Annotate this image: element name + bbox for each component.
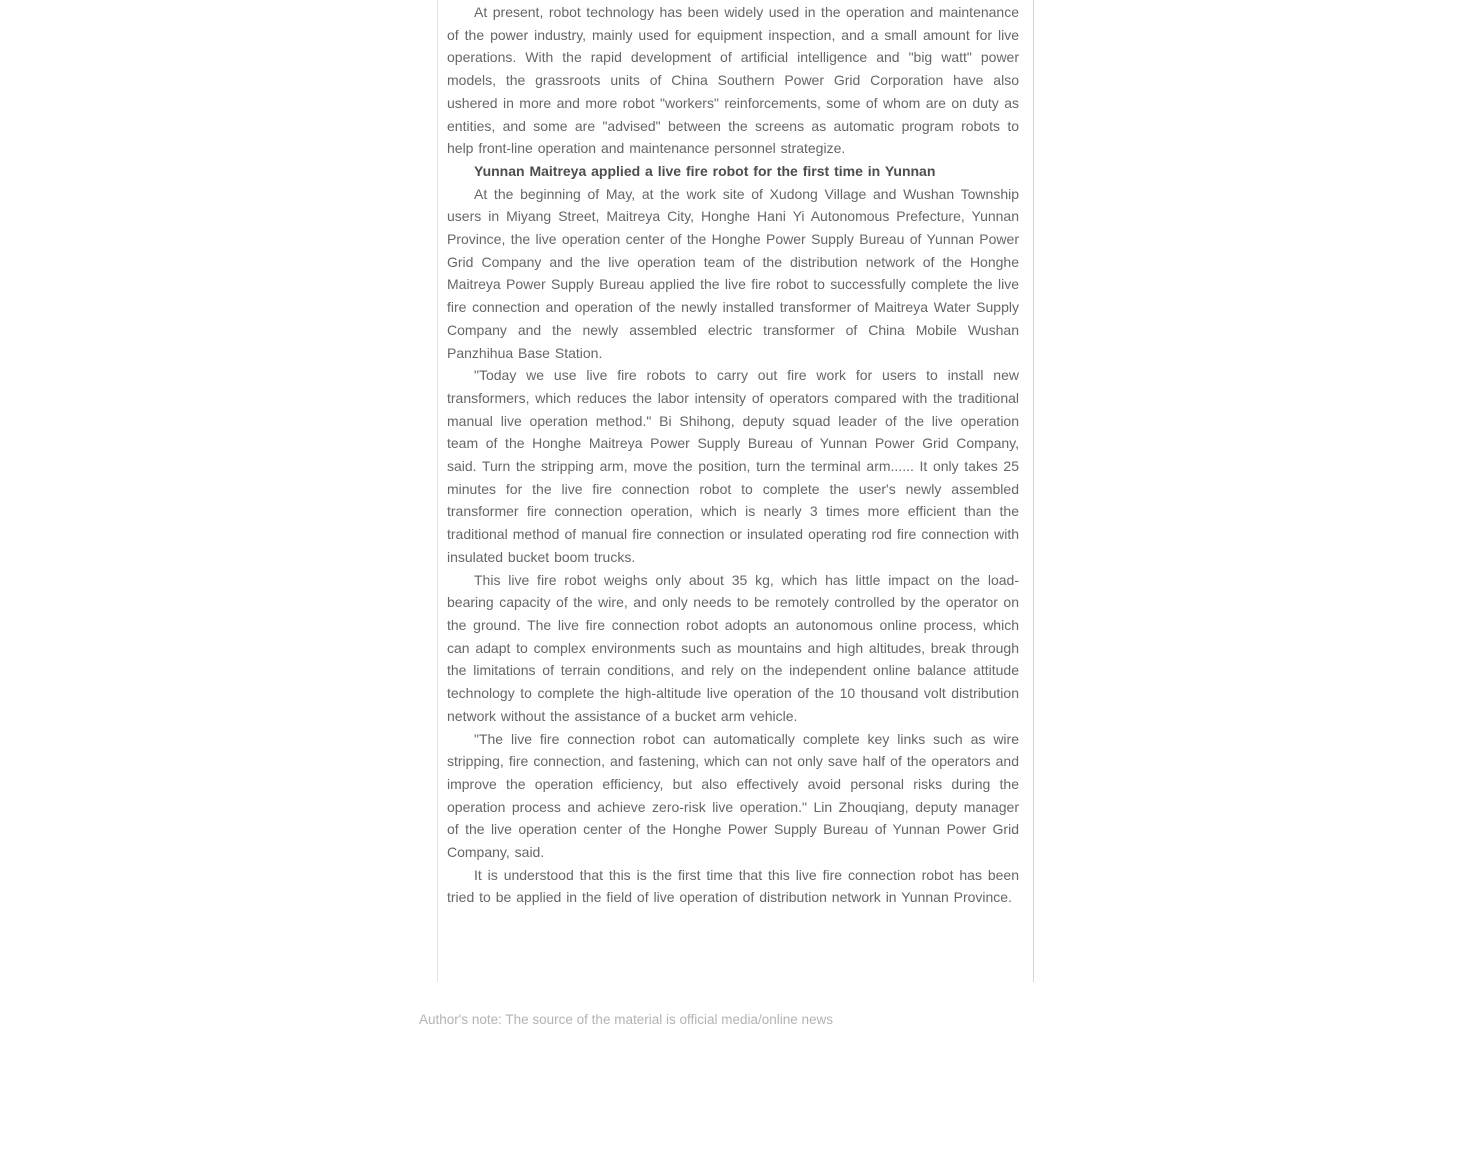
- body-paragraph-intro: At present, robot technology has been widely used in the operation and maintenance of the power industry, mainly used for equipment inspection, and a small amount for live operations. With the rapid development of artificial intelligence and "big watt" power models, the grassroots units of China Southern Power Grid Corporation have also ushered in more and more robot "workers" reinforcements, some of whom are on duty as entities, and some are "advised" between the screens as automatic program robots to help front-line operation and maintenance personnel strategize.: [447, 4, 1019, 157]
- author-note: Author's note: The source of the material is official media/online news: [419, 1012, 834, 1027]
- section-heading: Yunnan Maitreya applied a live fire robot for the first time in Yunnan: [474, 162, 936, 179]
- body-paragraph-closing: It is understood that this is the first time that this live fire connection robot has been tried to be applied in the field of live operation of distribution network in Yunnan Province.: [447, 866, 1019, 906]
- body-paragraph-robot-specs: This live fire robot weighs only about 35 kg, which has little impact on the load-bearing capacity of the wire, and only needs to be remotely controlled by the operator on the ground. The live fire connection robot adopts an autonomous online process, which can adapt to complex environments such as mountains and high altitudes, break through the limitations of terrain conditions, and rely on the independent online balance attitude technology to complete the high-altitude live operation of the 10 thousand volt distribution network without the assistance of a bucket arm vehicle.: [447, 571, 1019, 724]
- body-paragraph-worksite: At the beginning of May, at the work site of Xudong Village and Wushan Township users in Miyang Street, Maitreya City, Honghe Hani Yi Autonomous Prefecture, Yunnan Province, the live operation center of the Honghe Power Supply Bureau of Yunnan Power Grid Company and the live operation team of the distribution network of the Honghe Maitreya Power Supply Bureau applied the live fire robot to successfully complete the live fire connection and operation of the newly installed transformer of Maitreya Water Supply Company and the newly assembled electric transformer of China Mobile Wushan Panzhihua Base Station.: [447, 185, 1019, 361]
- body-paragraph-quote-lin-zhouqiang: "The live fire connection robot can automatically complete key links such as wire stripping, fire connection, and fastening, which can not only save half of the operators and improve the operation efficiency, but also effectively avoid personal risks during the operation process and achieve zero-risk live operation." Lin Zhouqiang, deputy manager of the live operation center of the Honghe Power Supply Bureau of Yunnan Power Grid Company, said.: [447, 730, 1019, 861]
- body-paragraph-quote-bi-shihong: "Today we use live fire robots to carry out fire work for users to install new transformers, which reduces the labor intensity of operators compared with the traditional manual live operation method." Bi Shihong, deputy squad leader of the live operation team of the Honghe Maitreya Power Supply Bureau of Yunnan Power Grid Company, said. Turn the stripping arm, move the position, turn the terminal arm...... It only takes 25 minutes for the live fire connection robot to complete the user's newly assembled transformer fire connection operation, which is nearly 3 times more efficient than the traditional method of manual fire connection or insulated operating rod fire connection with insulated bucket boom trucks.: [447, 367, 1019, 565]
- article-page: [437, 0, 1034, 982]
